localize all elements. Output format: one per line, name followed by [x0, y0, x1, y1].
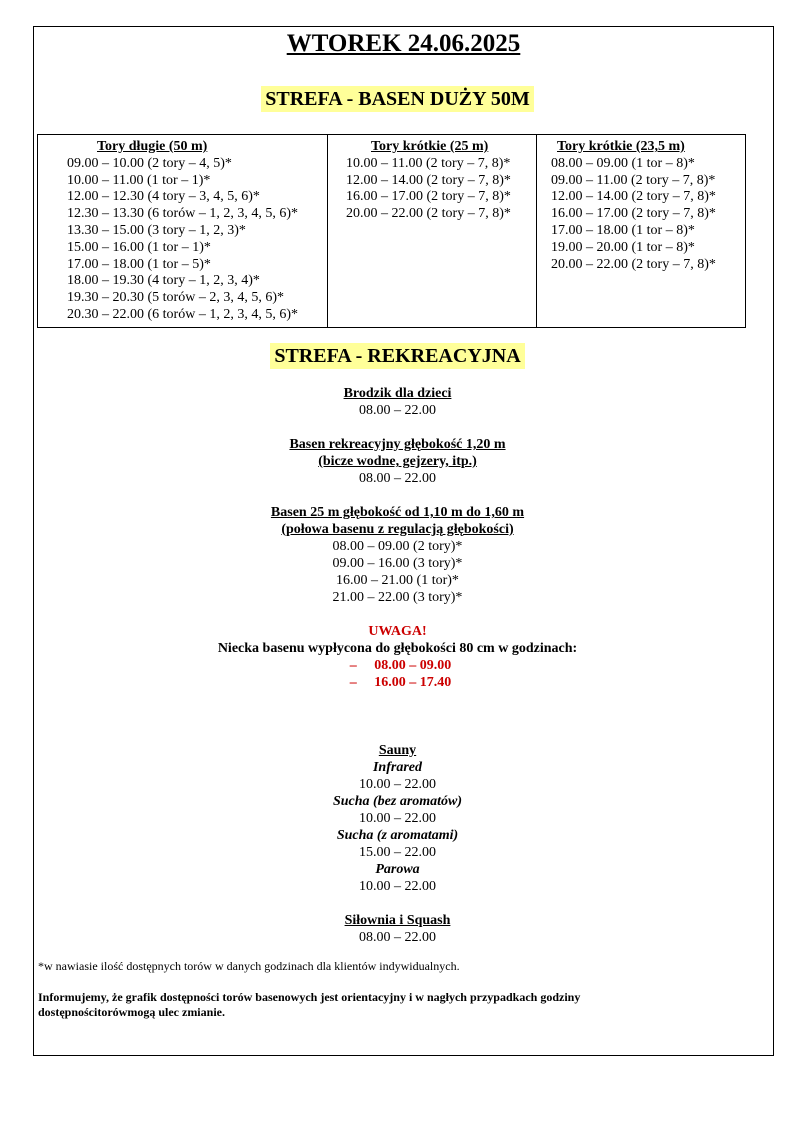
zone-recreation-heading: [0, 343, 795, 369]
lane-row: 20.00 – 22.00 (2 tory – 7, 8)*: [346, 206, 511, 222]
footnote: *w nawiasie ilość dostępnych torów w danych godzinach dla klientów indywidualnych.: [38, 959, 460, 973]
sauna-hours: 10.00 – 22.00: [359, 811, 436, 826]
uwaga-title: UWAGA!: [368, 624, 427, 639]
basen25-title: Basen 25 m głębokość od 1,10 m do 1,60 m: [270, 505, 525, 520]
uwaga-time: 08.00 – 09.00: [374, 658, 452, 673]
brodzik-title: Brodzik dla dzieci: [343, 386, 452, 401]
lane-row: 12.00 – 14.00 (2 tory – 7, 8)*: [346, 172, 511, 188]
lane-row: 09.00 – 11.00 (2 tory – 7, 8)*: [551, 172, 716, 188]
zone-big-pool-heading: [0, 86, 795, 112]
basen25-row: 09.00 – 16.00 (3 tory)*: [332, 556, 463, 571]
lane-row: 19.00 – 20.00 (1 tor – 8)*: [551, 239, 695, 255]
basen-rek-hours: 08.00 – 22.00: [359, 471, 436, 486]
lane-row: 12.00 – 12.30 (4 tory – 3, 4, 5, 6)*: [67, 189, 260, 205]
basen25-row: 08.00 – 09.00 (2 tory)*: [332, 539, 463, 554]
lane-row: 16.00 – 17.00 (2 tory – 7, 8)*: [551, 206, 716, 222]
basen-rek-title: Basen rekreacyjny głębokość 1,20 m: [289, 437, 506, 452]
basen25-subtitle: (połowa basenu z regulacją głębokości): [281, 522, 514, 537]
uwaga-text: Niecka basenu wypłycona do głębokości 80 cm w godzinach:: [217, 641, 578, 656]
lane-row: 12.30 – 13.30 (6 torów – 1, 2, 3, 4, 5, 6)*: [67, 206, 298, 222]
lanes-column-short-25: [327, 135, 536, 327]
basen-rek-subtitle: (bicze wodne, gejzery, itp.): [318, 454, 477, 469]
lane-row: 19.30 – 20.30 (5 torów – 2, 3, 4, 5, 6)*: [67, 290, 284, 306]
uwaga-time: 16.00 – 17.40: [374, 675, 452, 690]
sauna-hours: 15.00 – 22.00: [359, 845, 436, 860]
brodzik-hours: 08.00 – 22.00: [359, 403, 436, 418]
lane-row: 08.00 – 09.00 (1 tor – 8)*: [551, 155, 695, 171]
silownia-title: Siłownia i Squash: [344, 913, 451, 928]
lanes-column-header: Tory krótkie (23,5 m): [557, 139, 685, 154]
silownia-hours: 08.00 – 22.00: [359, 930, 436, 945]
info-line-1: Informujemy, że grafik dostępności torów basenowych jest orientacyjny i w nagłych przypadkach godziny: [38, 990, 581, 1004]
uwaga-time-row: [0, 674, 795, 691]
lane-row: 17.00 – 18.00 (1 tor – 5)*: [67, 256, 211, 272]
lanes-column-header: Tory długie (50 m): [97, 139, 208, 154]
sauna-name: Infrared: [372, 760, 422, 775]
sauna-name: Sucha (z aromatami): [336, 828, 459, 843]
lane-row: 12.00 – 14.00 (2 tory – 7, 8)*: [551, 189, 716, 205]
sauna-hours: 10.00 – 22.00: [359, 777, 436, 792]
uwaga-dash: –: [349, 675, 357, 690]
lane-row: 17.00 – 18.00 (1 tor – 8)*: [551, 222, 695, 238]
sauna-name: Sucha (bez aromatów): [332, 794, 463, 809]
lane-row: 20.30 – 22.00 (6 torów – 1, 2, 3, 4, 5, 6)*: [67, 306, 298, 322]
lane-row: 09.00 – 10.00 (2 tory – 4, 5)*: [67, 155, 232, 171]
basen25-row: 16.00 – 21.00 (1 tor)*: [336, 573, 459, 588]
sauna-name: Parowa: [375, 862, 420, 877]
uwaga-time-row: [0, 657, 795, 674]
sauna-hours: 10.00 – 22.00: [359, 879, 436, 894]
lane-row: 10.00 – 11.00 (2 tory – 7, 8)*: [346, 155, 511, 171]
lanes-table: [37, 134, 746, 328]
recreation-section: [0, 385, 795, 946]
lane-row: 20.00 – 22.00 (2 tory – 7, 8)*: [551, 256, 716, 272]
lanes-column-header: Tory krótkie (25 m): [371, 139, 489, 154]
zone-big-pool-label: STREFA - BASEN DUŻY 50M: [261, 86, 533, 112]
lane-row: 18.00 – 19.30 (4 tory – 1, 2, 3, 4)*: [67, 273, 260, 289]
lanes-column-short-23-5: [536, 135, 745, 327]
lane-row: 10.00 – 11.00 (1 tor – 1)*: [67, 172, 211, 188]
lanes-column-long: [38, 135, 327, 327]
lane-row: 16.00 – 17.00 (2 tory – 7, 8)*: [346, 189, 511, 205]
info-line-2: dostępnościtorówmogą ulec zmianie.: [38, 1005, 225, 1019]
lane-row: 15.00 – 16.00 (1 tor – 1)*: [67, 239, 211, 255]
uwaga-dash: –: [349, 658, 357, 673]
zone-recreation-label: STREFA - REKREACYJNA: [270, 343, 524, 369]
sauny-title: Sauny: [378, 743, 417, 758]
page-title: WTOREK 24.06.2025: [286, 30, 521, 57]
lane-row: 13.30 – 15.00 (3 tory – 1, 2, 3)*: [67, 222, 246, 238]
basen25-row: 21.00 – 22.00 (3 tory)*: [332, 590, 463, 605]
